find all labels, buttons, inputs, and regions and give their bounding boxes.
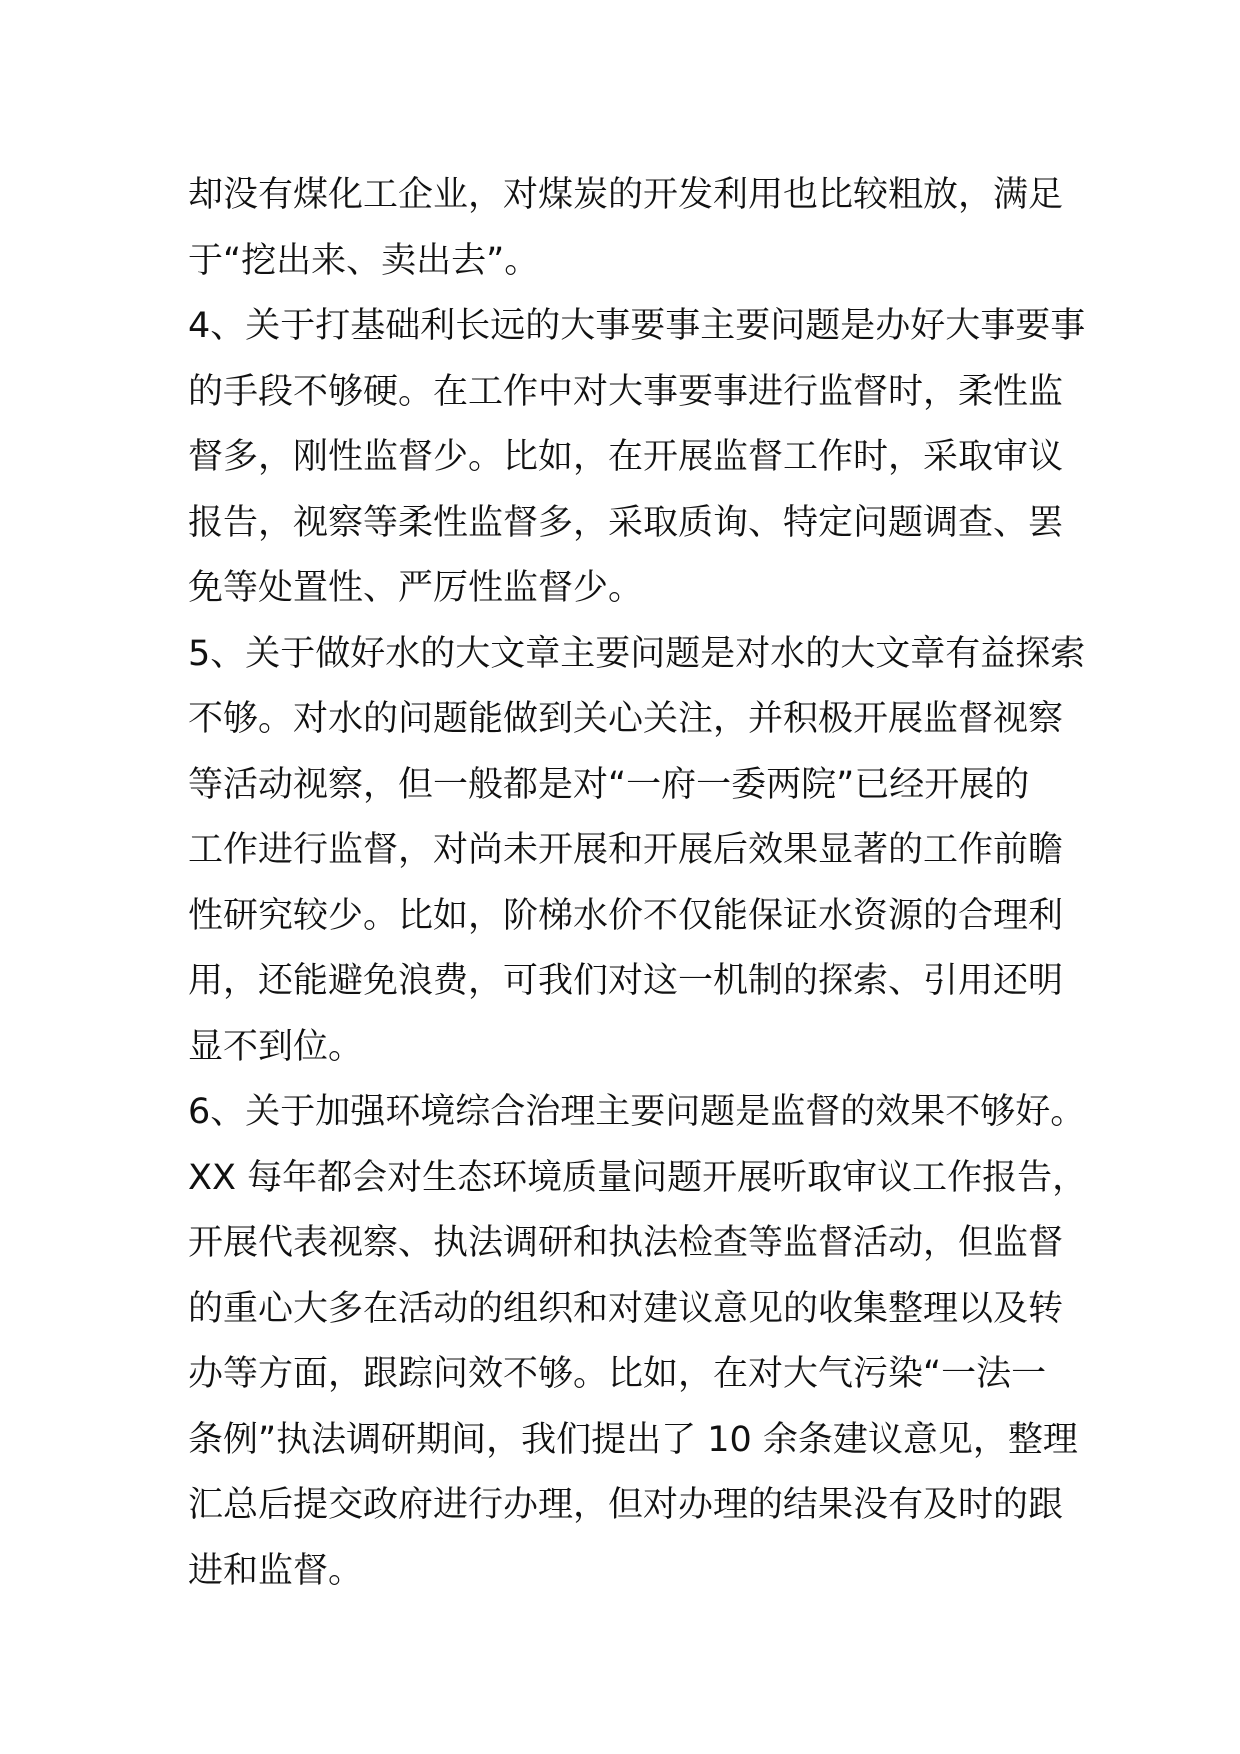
text-line: 督多，刚性监督少。比如，在开展监督工作时，采取审议 [188, 437, 1064, 477]
text-line: 免等处置性、严厉性监督少。 [188, 568, 644, 608]
text-line: 6、关于加强环境综合治理主要问题是监督的效果不够好。 [188, 1092, 1086, 1132]
text-line: 5、关于做好水的大文章主要问题是对水的大文章有益探索 [188, 633, 1086, 674]
text-line: 条例”执法调研期间，我们提出了 10 余条建议意见，整理 [188, 1419, 1078, 1460]
body-text [188, 163, 1088, 1604]
text-line: 于“挖出来、卖出去”。 [188, 240, 540, 281]
text-line: 开展代表视察、执法调研和执法检查等监督活动，但监督 [188, 1223, 1064, 1263]
text-line: 的手段不够硬。在工作中对大事要事进行监督时，柔性监 [188, 371, 1064, 412]
text-line: 4、关于打基础利长远的大事要事主要问题是办好大事要事 [188, 306, 1086, 346]
text-line: 的重心大多在活动的组织和对建议意见的收集整理以及转 [188, 1288, 1064, 1329]
text-line: 进和监督。 [188, 1550, 364, 1591]
text-line: 用，还能避免浪费，可我们对这一机制的探索、引用还明 [188, 961, 1064, 1001]
text-line: 不够。对水的问题能做到关心关注，并积极开展监督视察 [188, 699, 1064, 739]
text-line: 却没有煤化工企业，对煤炭的开发利用也比较粗放，满足 [188, 175, 1064, 215]
text-line: 汇总后提交政府进行办理，但对办理的结果没有及时的跟 [188, 1485, 1064, 1525]
text-line: 办等方面，跟踪问效不够。比如，在对大气污染“一法一 [188, 1354, 1047, 1394]
text-line: XX 每年都会对生态环境质量问题开展听取审议工作报告， [188, 1157, 1088, 1198]
text-line: 性研究较少。比如，阶梯水价不仅能保证水资源的合理利 [188, 895, 1064, 936]
text-line: 等活动视察，但一般都是对“一府一委两院”已经开展的 [188, 764, 1030, 805]
text-line: 显不到位。 [188, 1026, 364, 1067]
text-line: 工作进行监督，对尚未开展和开展后效果显著的工作前瞻 [188, 830, 1064, 870]
text-line: 报告，视察等柔性监督多，采取质询、特定问题调查、罢 [188, 502, 1064, 543]
